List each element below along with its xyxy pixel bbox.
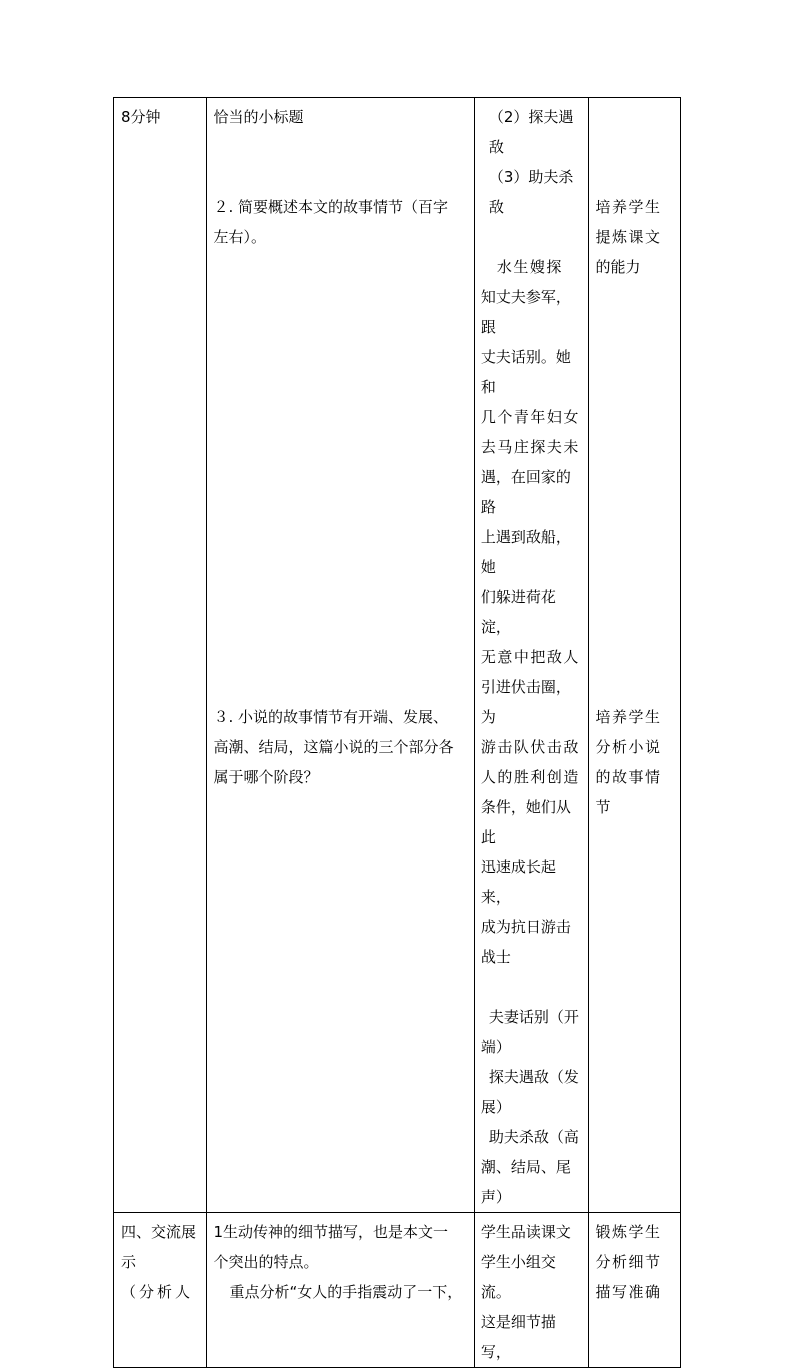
goal-line: 描写准确	[595, 1283, 662, 1301]
question-3-line: ３. 小说的故事情节有开端、发展、	[213, 708, 449, 726]
answer-2-line: 水生嫂探	[496, 258, 563, 276]
answer-2-line: 遇，在回家的路	[480, 468, 571, 516]
goal-cell	[589, 98, 681, 1213]
goal-2-line: 的能力	[595, 258, 641, 276]
content-line: 个突出的特点。	[213, 1253, 319, 1271]
answer-2-line: 丈夫话别。她和	[480, 348, 571, 396]
answer-1-line: （2）探夫遇敌	[488, 108, 574, 156]
answer-2-line: 知丈夫参军，跟	[480, 288, 571, 336]
answer-3-line: 端）	[480, 1038, 511, 1056]
activity-line: 这是细节描写，	[480, 1313, 556, 1361]
goal-3-line: 培养学生	[595, 708, 662, 726]
stage-line: 四、交流展	[121, 1223, 197, 1241]
stage-line: （分析人	[121, 1283, 194, 1301]
question-1-tail: 恰当的小标题	[213, 108, 304, 126]
stage-cell	[114, 1213, 207, 1368]
answer-3-line: 潮、结局、尾声）	[480, 1158, 571, 1206]
answer-2-line: 战士	[480, 948, 511, 966]
stage-line: 示	[121, 1253, 137, 1271]
table-row	[114, 98, 681, 1213]
goal-3-line: 节	[595, 798, 611, 816]
goal-3-line: 分析小说	[595, 738, 662, 756]
time-cell	[114, 98, 207, 1213]
table-row	[114, 1213, 681, 1368]
answer-2-line: 们躲进荷花淀，	[480, 588, 556, 636]
teaching-content-cell	[207, 1213, 474, 1368]
answer-2-line: 人的胜利创造	[480, 768, 580, 786]
goal-cell	[589, 1213, 681, 1368]
goal-2-line: 培养学生	[595, 198, 662, 216]
answer-2-line: 几个青年妇女	[480, 408, 580, 426]
answer-2-line: 上遇到敌船，她	[480, 528, 571, 576]
teaching-content-cell	[207, 98, 474, 1213]
content-line: 1生动传神的细节描写，也是本文一	[213, 1223, 449, 1241]
content-line: 重点分析“女人的手指震动了一下，	[229, 1283, 463, 1301]
question-3-line: 属于哪个阶段？	[213, 768, 319, 786]
answer-2-line: 去马庄探夫未	[480, 438, 580, 456]
answer-2-line: 迅速成长起来，	[480, 858, 556, 906]
answer-2-line: 条件，她们从此	[480, 798, 571, 846]
goal-line: 锻炼学生	[595, 1223, 662, 1241]
answer-3-line: 助夫杀敌（高	[488, 1128, 579, 1146]
answer-2-line: 引进伏击圈，为	[480, 678, 571, 726]
activity-line: 学生小组交流。	[480, 1253, 556, 1301]
answer-2-line: 游击队伏击敌	[480, 738, 580, 756]
goal-3-line: 的故事情	[595, 768, 662, 786]
lesson-plan-table	[113, 97, 681, 1368]
answer-3-line: 展）	[480, 1098, 511, 1116]
goal-line: 分析细节	[595, 1253, 662, 1271]
answer-1-line: （3）助夫杀敌	[488, 168, 574, 216]
answer-2-line: 成为抗日游击	[480, 918, 571, 936]
answer-2-line: 无意中把敌人	[480, 648, 580, 666]
answer-3-line: 夫妻话别（开	[488, 1008, 579, 1026]
student-activity-cell	[474, 98, 589, 1213]
answer-3-line: 探夫遇敌（发	[488, 1068, 579, 1086]
time-text: 8分钟	[121, 108, 161, 126]
student-activity-cell	[474, 1213, 589, 1368]
question-2-line: ２. 简要概述本文的故事情节（百字	[213, 198, 449, 216]
question-2-line: 左右）。	[213, 228, 266, 246]
activity-line: 学生品读课文	[480, 1223, 571, 1241]
question-3-line: 高潮、结局，这篇小说的三个部分各	[213, 738, 454, 756]
goal-2-line: 提炼课文	[595, 228, 662, 246]
